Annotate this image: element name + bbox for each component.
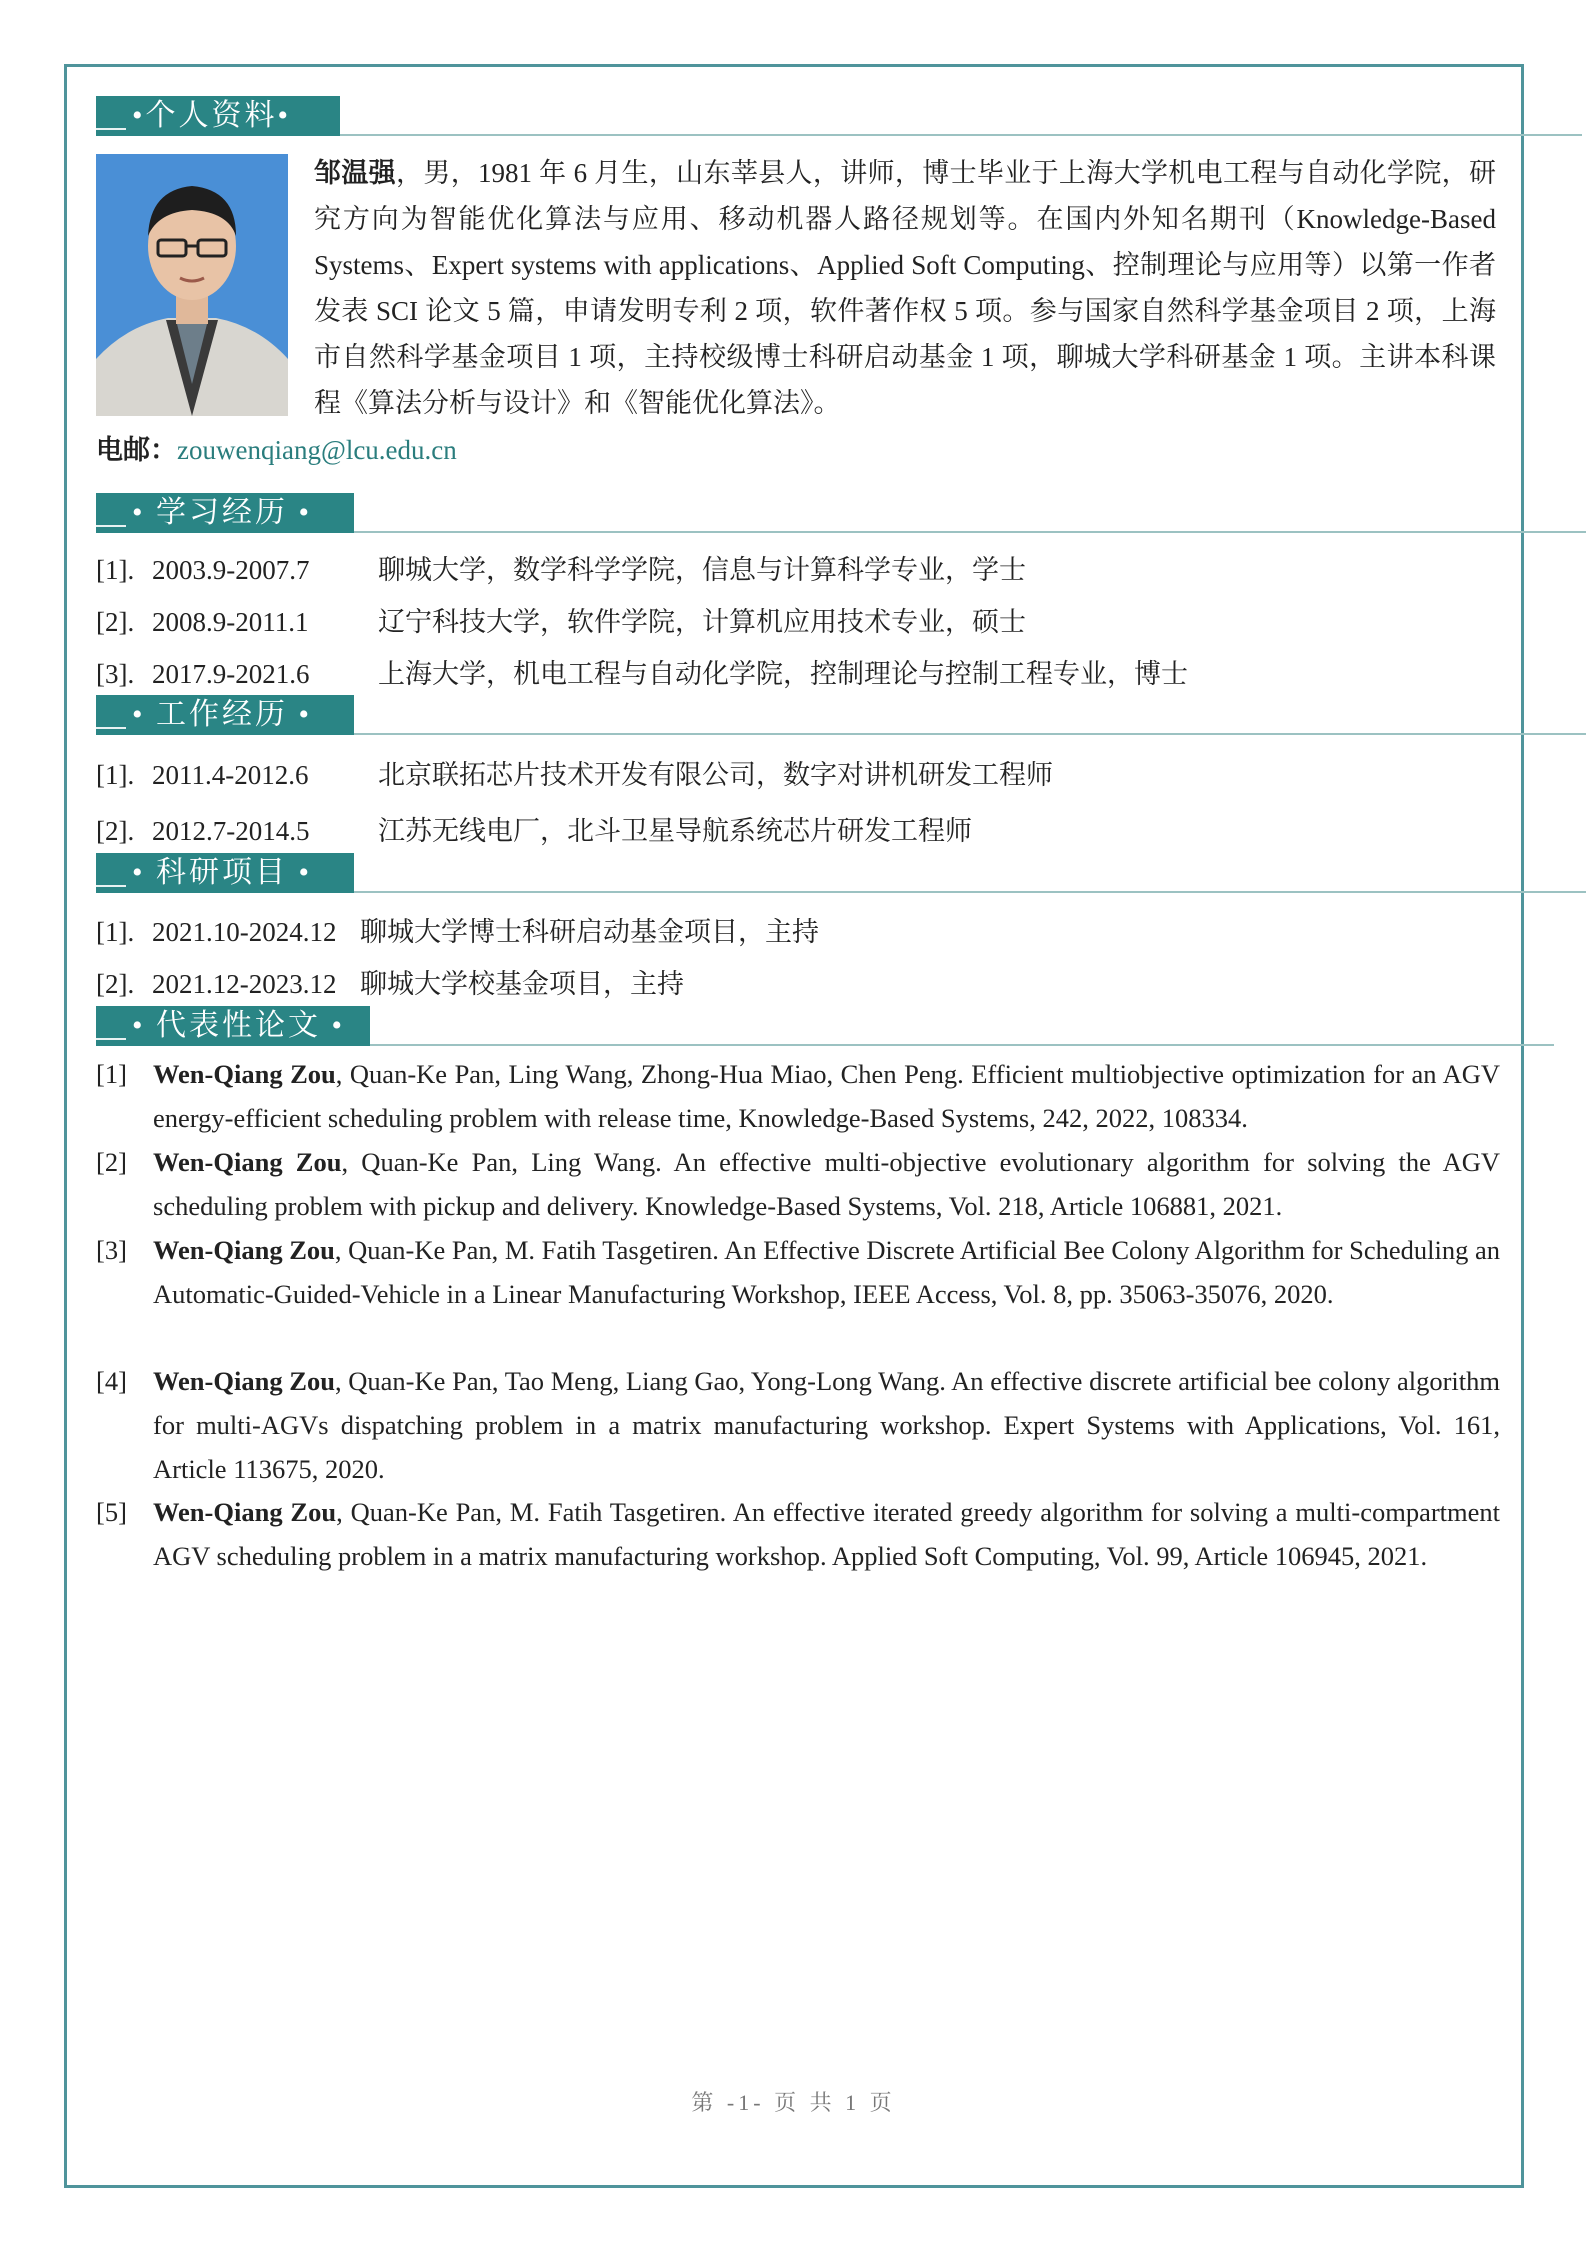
section-rule — [354, 531, 1586, 533]
page-footer: 第 -1- 页 共 1 页 — [691, 2090, 896, 2115]
publication-author: Wen-Qiang Zou — [153, 1366, 335, 1396]
publication-item: [1] Wen-Qiang Zou, Quan-Ke Pan, Ling Wang, Zhong-Hua Miao, Chen Peng. Efficient multiobjective optimization for an AGV energy-efficient scheduling problem with release time, Knowledge-Based Systems, 242, 2022, 108334. — [96, 1059, 1500, 1133]
publication-author: Wen-Qiang Zou — [153, 1059, 336, 1089]
person-name: 邹温强 — [314, 158, 397, 188]
publication-item: [2] Wen-Qiang Zou, Quan-Ke Pan, Ling Wang. An effective multi-objective evolutionary algorithm for solving the AGV scheduling problem with pickup and delivery. Knowledge-Based Systems, Vol. 218, Article 106881, 2021. — [96, 1147, 1500, 1221]
email-label: 电邮： — [96, 435, 177, 465]
email-link[interactable]: zouwenqiang@lcu.edu.cn — [177, 435, 457, 465]
section-title-work: • 工作经历 • — [96, 695, 354, 735]
publication-item: [4] Wen-Qiang Zou, Quan-Ke Pan, Tao Meng, Liang Gao, Yong-Long Wang. An effective discrete artificial bee colony algorithm for multi-AGVs dispatching problem in a matrix manufacturing workshop. Expert Systems with Applications, Vol. 161, Article 113675, 2020. — [96, 1366, 1500, 1484]
section-title-profile: •个人资料• — [96, 96, 340, 136]
publication-author: Wen-Qiang Zou — [153, 1147, 342, 1177]
section-rule — [340, 134, 1582, 136]
publication-item: [5] Wen-Qiang Zou, Quan-Ke Pan, M. Fatih Tasgetiren. An effective iterated greedy algorithm for solving a multi-compartment AGV scheduling problem in a matrix manufacturing workshop. Applied Soft Computing, Vol. 99, Article 106945, 2021. — [96, 1497, 1501, 1571]
section-rule — [354, 891, 1586, 893]
section-rule — [354, 733, 1586, 735]
section-title-papers: • 代表性论文 • — [96, 1006, 370, 1046]
publication-author: Wen-Qiang Zou — [153, 1235, 335, 1265]
email-line — [96, 427, 457, 473]
profile-photo — [96, 154, 288, 416]
section-rule — [370, 1044, 1554, 1046]
section-title-education: • 学习经历 • — [96, 493, 354, 533]
bio-text: ，男，1981 年 6 月生，山东莘县人，讲师，博士毕业于上海大学机电工程与自动化学院，研究方向为智能优化算法与应用、移动机器人路径规划等。在国内外知名期刊（Knowledge-Based Systems、Expert systems with applications、Applied Soft Computing、控制理论与应用等）以第一作者发表 SCI 论文 5 篇，申请发明专利 2 项，软件著作权 5 项。参与国家自然科学基金项目 2 项，上海市自然科学基金项目 1 项，主持校级博士科研启动基金 1 项，聊城大学科研基金 1 项。主讲本科课程《算法分析与设计》和《智能优化算法》。 — [314, 158, 1497, 418]
section-title-projects: • 科研项目 • — [96, 853, 354, 893]
bio-paragraph — [314, 150, 1496, 426]
publication-author: Wen-Qiang Zou — [153, 1497, 337, 1527]
publication-item: [3] Wen-Qiang Zou, Quan-Ke Pan, M. Fatih Tasgetiren. An Effective Discrete Artificial Bee Colony Algorithm for Scheduling an Automatic-Guided-Vehicle in a Linear Manufacturing Workshop, IEEE Access, Vol. 8, pp. 35063-35076, 2020. — [96, 1235, 1500, 1309]
